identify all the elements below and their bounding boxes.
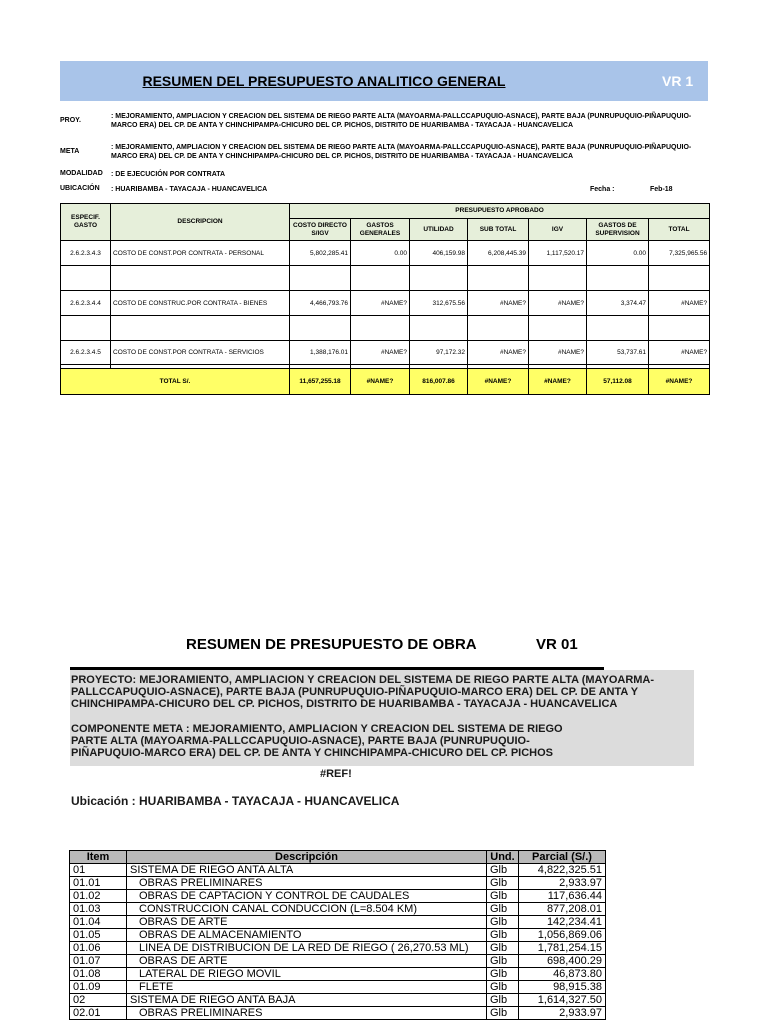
row-utilidad: 312,675.56 [410, 291, 468, 316]
row-costo-directo: 5,802,285.41 [290, 241, 351, 266]
ref-error: #REF! [320, 768, 352, 780]
row-parcial: 1,056,869.06 [519, 929, 606, 942]
row-desc: FLETE [127, 981, 487, 994]
meta-label: META [60, 148, 80, 155]
header-descripcion: Descripción [127, 851, 487, 864]
table-row [70, 929, 606, 942]
row-und: Glb [487, 877, 519, 890]
obra-title: RESUMEN DE PRESUPUESTO DE OBRA [186, 636, 477, 653]
row-und: Glb [487, 994, 519, 1007]
row-und: Glb [487, 903, 519, 916]
row-desc: OBRAS DE ARTE [127, 916, 487, 929]
row-und: Glb [487, 929, 519, 942]
total-supervision: 57,112.08 [587, 369, 649, 395]
row-supervision: 3,374.47 [587, 291, 649, 316]
modalidad-text: : DE EJECUCIÓN POR CONTRATA [111, 171, 226, 178]
total-sub-total: #NAME? [468, 369, 529, 395]
row-gastos-generales: #NAME? [351, 291, 410, 316]
total-total: #NAME? [649, 369, 710, 395]
table-row [70, 942, 606, 955]
table-row-empty [61, 266, 710, 291]
row-parcial: 1,614,327.50 [519, 994, 606, 1007]
header-costo-directo: COSTO DIRECTO S/IGV [290, 219, 351, 241]
row-und: Glb [487, 916, 519, 929]
total-costo-directo: 11,657,255.18 [290, 369, 351, 395]
ubicacion-label: UBICACIÓN [60, 185, 100, 192]
row-und: Glb [487, 1007, 519, 1020]
row-code: 2.6.2.3.4.5 [61, 341, 111, 365]
table-row [70, 916, 606, 929]
total-utilidad: 816,007.86 [410, 369, 468, 395]
row-parcial: 98,915.38 [519, 981, 606, 994]
row-item: 02.01 [70, 1007, 127, 1020]
header-igv: IGV [529, 219, 587, 241]
row-desc: SISTEMA DE RIEGO ANTA BAJA [127, 994, 487, 1007]
table-row [70, 994, 606, 1007]
row-sub-total: 6,208,445.39 [468, 241, 529, 266]
table-row [70, 968, 606, 981]
obra-version: VR 01 [536, 636, 578, 653]
ubicacion-obra: Ubicación : HUARIBAMBA - TAYACAJA - HUANCAVELICA [71, 794, 400, 808]
row-desc: SISTEMA DE RIEGO ANTA ALTA [127, 864, 487, 877]
row-desc: COSTO DE CONSTRUC.POR CONTRATA - BIENES [111, 291, 290, 316]
row-costo-directo: 1,388,176.01 [290, 341, 351, 365]
row-igv: 1,117,520.17 [529, 241, 587, 266]
presupuesto-analitico-table [60, 203, 710, 395]
row-desc: COSTO DE CONST.POR CONTRATA - SERVICIOS [111, 341, 290, 365]
row-item: 01 [70, 864, 127, 877]
row-parcial: 2,933.97 [519, 877, 606, 890]
proy-label: PROY. [60, 117, 82, 124]
header-total: TOTAL [649, 219, 710, 241]
row-utilidad: 406,159.98 [410, 241, 468, 266]
componente-text: COMPONENTE META : MEJORAMIENTO, AMPLIACION Y CREACION DEL SISTEMA DE RIEGO PARTE ALTA (MAYOARMA-PALLCCAPUQUIO-ASNACE), PARTE BAJA (PUNRUPUQUIO-PIÑAPUQUIO-MARCO ERA) DEL CP. DE ANTA Y CHINCHIPAMPA-CHICURO DEL CP. PICHOS [71, 723, 563, 759]
table-row [61, 241, 710, 266]
row-und: Glb [487, 890, 519, 903]
row-parcial: 142,234.41 [519, 916, 606, 929]
row-total: 7,325,965.56 [649, 241, 710, 266]
header-especif: ESPECIF. GASTO [61, 204, 111, 241]
modalidad-label: MODALIDAD [60, 170, 103, 177]
ubicacion-text: : HUARIBAMBA - TAYACAJA - HUANCAVELICA [111, 186, 268, 193]
row-item: 01.03 [70, 903, 127, 916]
presupuesto-obra-table [69, 850, 606, 1020]
table-row [70, 955, 606, 968]
header-parcial: Parcial (S/.) [519, 851, 606, 864]
row-parcial: 46,873.80 [519, 968, 606, 981]
version-label: VR 1 [662, 73, 694, 89]
proyecto-text: PROYECTO: MEJORAMIENTO, AMPLIACION Y CREACION DEL SISTEMA DE RIEGO PARTE ALTA (MAYOARMA-PALLCCAPUQUIO-ASNACE), PARTE BAJA (PUNRUPUQUIO-PIÑAPUQUIO-MARCO ERA) DEL CP. DE ANTA Y CHINCHIPAMPA-CHICURO DEL CP. PICHOS, DISTRITO DE HUARIBAMBA - TAYACAJA - HUANCAVELICA [71, 674, 655, 710]
total-row [61, 369, 710, 395]
row-item: 02 [70, 994, 127, 1007]
row-sub-total: #NAME? [468, 291, 529, 316]
total-label: TOTAL S/. [61, 369, 290, 395]
row-total: #NAME? [649, 291, 710, 316]
row-desc: COSTO DE CONST.POR CONTRATA - PERSONAL [111, 241, 290, 266]
table-row [61, 341, 710, 365]
row-und: Glb [487, 968, 519, 981]
row-code: 2.6.2.3.4.4 [61, 291, 111, 316]
row-supervision: 0.00 [587, 241, 649, 266]
row-desc: LATERAL DE RIEGO MOVIL [127, 968, 487, 981]
header-und: Und. [487, 851, 519, 864]
row-desc: OBRAS PRELIMINARES [127, 877, 487, 890]
row-parcial: 698,400.29 [519, 955, 606, 968]
row-und: Glb [487, 942, 519, 955]
header-utilidad: UTILIDAD [410, 219, 468, 241]
table-row [70, 890, 606, 903]
table-header-row [70, 851, 606, 864]
row-item: 01.07 [70, 955, 127, 968]
row-und: Glb [487, 955, 519, 968]
meta-text: : MEJORAMIENTO, AMPLIACION Y CREACION DEL SISTEMA DE RIEGO PARTE ALTA (MAYOARMA-PALLCCAPUQUIO-ASNACE), PARTE BAJA (PUNRUPUQUIO-PIÑAPUQUIO-MARCO ERA) DEL CP. DE ANTA Y CHINCHIPAMPA-CHICURO DEL CP. PICHOS, DISTRITO DE HUARIBAMBA - TAYACAJA - HUANCAVELICA [111, 144, 692, 160]
header-item: Item [70, 851, 127, 864]
row-total: #NAME? [649, 341, 710, 365]
fecha-label: Fecha : [590, 186, 615, 193]
row-desc: OBRAS DE ARTE [127, 955, 487, 968]
page-title: RESUMEN DEL PRESUPUESTO ANALITICO GENERAL [142, 73, 506, 89]
table-row [70, 903, 606, 916]
row-parcial: 117,636.44 [519, 890, 606, 903]
table-row [70, 1007, 606, 1020]
row-und: Glb [487, 981, 519, 994]
row-item: 01.04 [70, 916, 127, 929]
row-desc: OBRAS PRELIMINARES [127, 1007, 487, 1020]
row-item: 01.09 [70, 981, 127, 994]
table-row-empty [61, 316, 710, 341]
header-gastos-generales: GASTOS GENERALES [351, 219, 410, 241]
row-utilidad: 97,172.32 [410, 341, 468, 365]
row-code: 2.6.2.3.4.3 [61, 241, 111, 266]
header-descripcion: DESCRIPCION [111, 204, 290, 241]
row-sub-total: #NAME? [468, 341, 529, 365]
row-parcial: 2,933.97 [519, 1007, 606, 1020]
row-parcial: 877,208.01 [519, 903, 606, 916]
total-gastos-generales: #NAME? [351, 369, 410, 395]
proy-text: : MEJORAMIENTO, AMPLIACION Y CREACION DEL SISTEMA DE RIEGO PARTE ALTA (MAYOARMA-PALLCCAPUQUIO-ASNACE), PARTE BAJA (PUNRUPUQUIO-PIÑAPUQUIO-MARCO ERA) DEL CP. DE ANTA Y CHINCHIPAMPA-CHICURO DEL CP. PICHOS, DISTRITO DE HUARIBAMBA - TAYACAJA - HUANCAVELICA [111, 113, 692, 129]
row-item: 01.06 [70, 942, 127, 955]
row-desc: LINEA DE DISTRIBUCION DE LA RED DE RIEGO ( 26,270.53 ML) [127, 942, 487, 955]
header-sub-total: SUB TOTAL [468, 219, 529, 241]
total-igv: #NAME? [529, 369, 587, 395]
row-igv: #NAME? [529, 341, 587, 365]
row-gastos-generales: #NAME? [351, 341, 410, 365]
row-igv: #NAME? [529, 291, 587, 316]
row-parcial: 1,781,254.15 [519, 942, 606, 955]
row-item: 01.05 [70, 929, 127, 942]
row-und: Glb [487, 864, 519, 877]
table-row [61, 291, 710, 316]
table-row [70, 981, 606, 994]
row-supervision: 53,737.61 [587, 341, 649, 365]
row-item: 01.02 [70, 890, 127, 903]
row-desc: OBRAS DE ALMACENAMIENTO [127, 929, 487, 942]
row-desc: CONSTRUCCION CANAL CONDUCCION (L=8.504 KM) [127, 903, 487, 916]
row-item: 01.08 [70, 968, 127, 981]
row-parcial: 4,822,325.51 [519, 864, 606, 877]
row-item: 01.01 [70, 877, 127, 890]
row-desc: OBRAS DE CAPTACION Y CONTROL DE CAUDALES [127, 890, 487, 903]
fecha-value: Feb-18 [650, 186, 673, 193]
row-gastos-generales: 0.00 [351, 241, 410, 266]
header-gastos-supervision: GASTOS DE SUPERVISION [587, 219, 649, 241]
header-presupuesto: PRESUPUESTO APROBADO [290, 204, 710, 219]
table-row [70, 877, 606, 890]
table-row [70, 864, 606, 877]
row-costo-directo: 4,466,793.76 [290, 291, 351, 316]
